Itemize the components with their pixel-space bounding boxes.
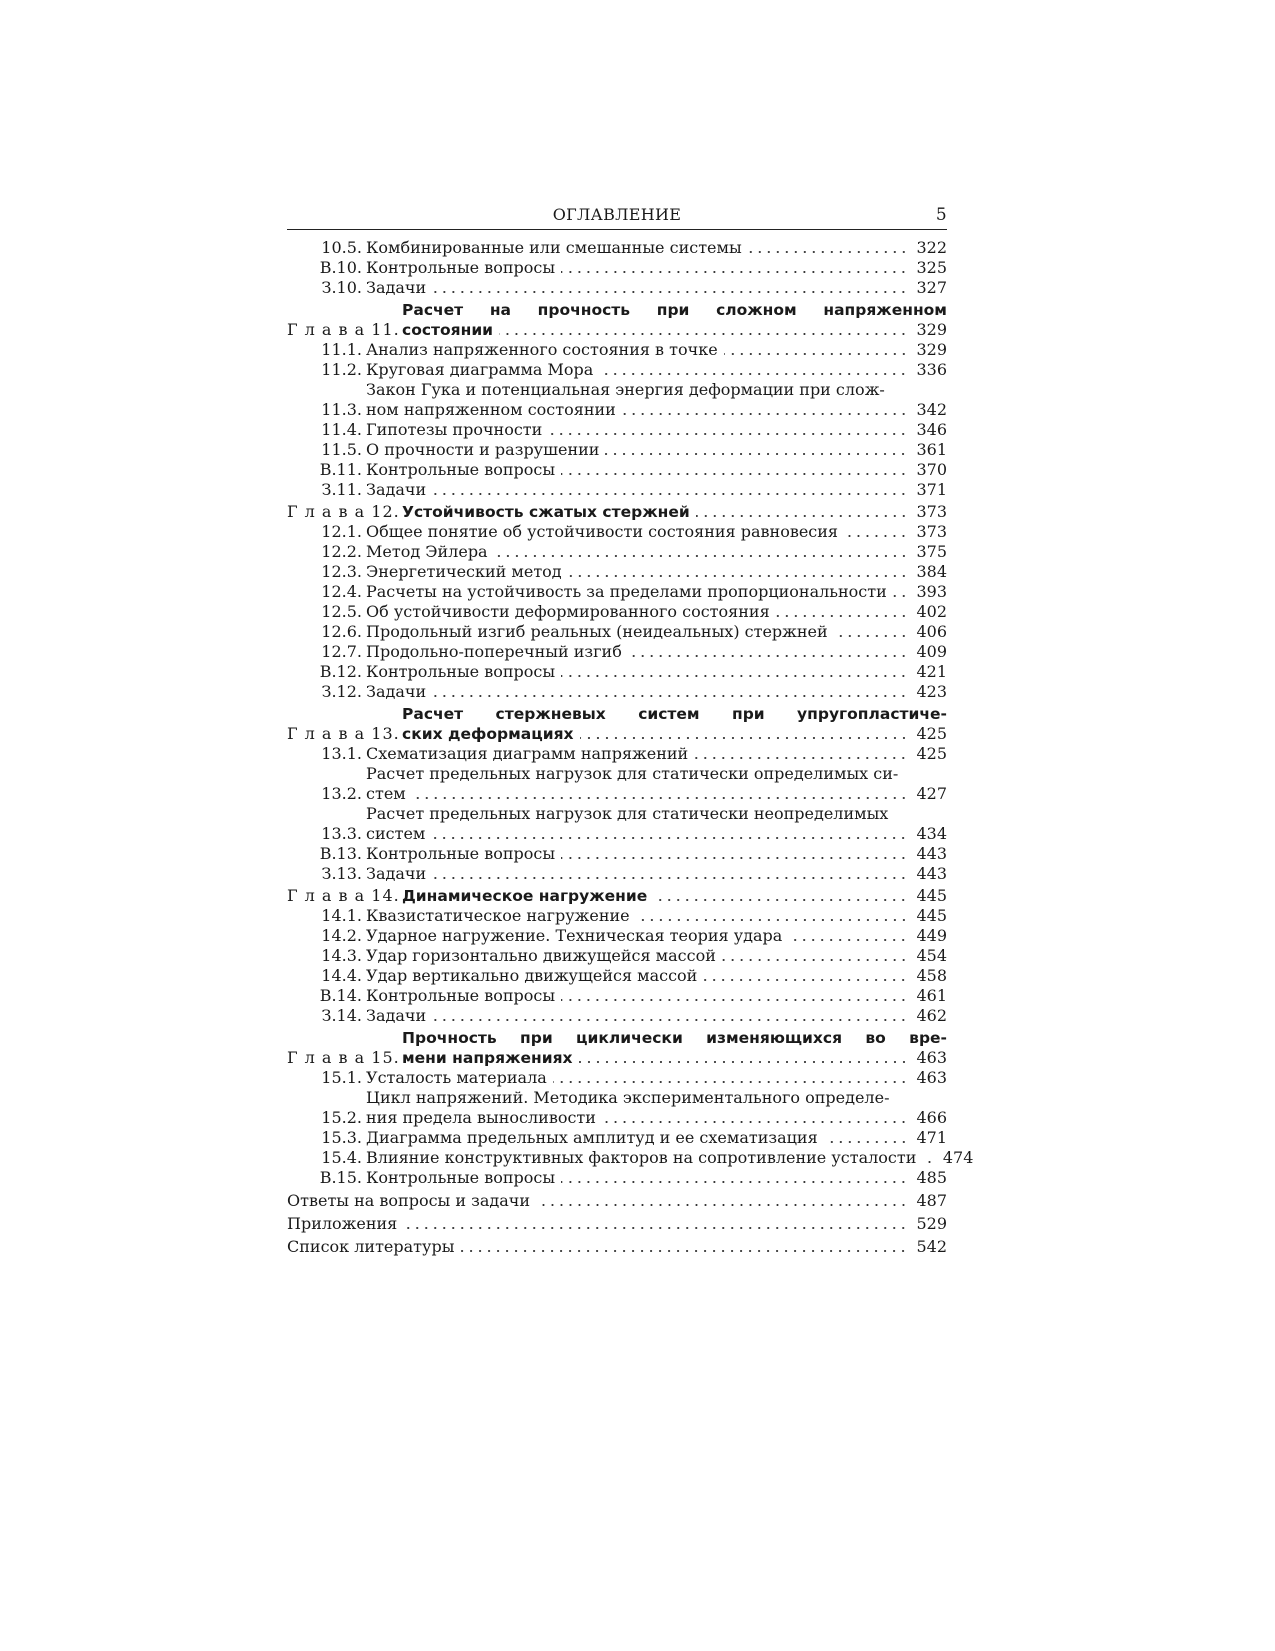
dot-leader <box>536 1204 908 1206</box>
toc-entry-number: 11.5. <box>321 440 362 459</box>
toc-page-number: 402 <box>916 602 947 621</box>
toc-entry-body <box>366 602 947 622</box>
toc-entry-number: В.12. <box>319 662 362 681</box>
toc-entry-body <box>366 522 947 542</box>
toc-entry-body <box>366 966 947 986</box>
toc-entry-number: 14.4. <box>321 966 362 985</box>
toc-entry-number: 15.1. <box>321 1068 362 1087</box>
toc-entry[interactable] <box>287 906 947 926</box>
toc-entry-body <box>366 238 947 258</box>
toc-entry-number: З.13. <box>321 864 362 883</box>
toc-entry-body <box>366 926 947 946</box>
toc-entry-title: Контрольные вопросы <box>366 460 556 479</box>
toc-entry-title: О прочности и разрушении <box>366 440 600 459</box>
toc-entry-title: Задачи <box>366 682 427 701</box>
toc-entry-number: 14.1. <box>321 906 362 925</box>
toc-page-number: 384 <box>916 562 947 581</box>
toc-entry-title: Задачи <box>366 1006 427 1025</box>
toc-entry[interactable] <box>287 1068 947 1088</box>
toc-entry-body <box>366 1068 947 1088</box>
toc-entry-body <box>287 1191 947 1211</box>
toc-entry-body <box>366 582 947 602</box>
dot-leader <box>432 291 908 293</box>
toc-entry-number: Г л а в а 12. <box>287 502 400 521</box>
dot-leader <box>628 655 908 657</box>
toc-entry-body <box>366 258 947 278</box>
toc-entry-title: состоянии <box>402 321 494 339</box>
page-number: 5 <box>935 205 947 225</box>
dot-leader <box>788 939 908 941</box>
toc-entry-title: Расчет на прочность при сложном напряженном <box>402 301 947 319</box>
toc-entry-title: Комбинированные или смешанные системы <box>366 238 742 257</box>
toc-entry-title: Общее понятие об устойчивости состояния равновесия <box>366 522 839 541</box>
toc-entry-number: З.10. <box>321 278 362 297</box>
toc-entry-body <box>366 562 947 582</box>
toc-page-number: 327 <box>916 278 947 297</box>
toc-chapter-entry[interactable] <box>287 300 947 340</box>
dot-leader <box>460 1250 908 1252</box>
dot-leader <box>494 555 908 557</box>
toc-entry-body <box>366 480 947 500</box>
toc-entry-body <box>366 1006 947 1026</box>
toc-page-number: 445 <box>916 886 947 905</box>
dot-leader <box>553 1081 908 1083</box>
dot-leader <box>622 413 908 415</box>
dot-leader <box>834 635 908 637</box>
toc-entry-title: Удар горизонтально движущейся массой <box>366 946 716 965</box>
toc-page-number: 325 <box>916 258 947 277</box>
toc-entry-body <box>287 1214 947 1234</box>
dot-leader <box>403 1227 908 1229</box>
toc-entry-number: В.15. <box>319 1168 362 1187</box>
toc-entry-number: Г л а в а 14. <box>287 886 400 905</box>
toc-entry-number: 13.2. <box>321 784 362 803</box>
toc-entry[interactable] <box>287 380 947 420</box>
toc-entry-title: Контрольные вопросы <box>366 258 556 277</box>
toc-page-number: 361 <box>916 440 947 459</box>
toc-entry[interactable] <box>287 1088 947 1128</box>
toc-page-number: 322 <box>916 238 947 257</box>
dot-leader <box>696 515 908 517</box>
toc-entry[interactable] <box>287 682 947 702</box>
dot-leader <box>653 899 908 901</box>
toc-entry-body <box>366 804 947 844</box>
toc-entry-title: Схематизация диаграмм напряжений <box>366 744 689 763</box>
dot-leader <box>844 535 908 537</box>
toc-entry-body <box>366 380 947 420</box>
toc-entry-number: В.11. <box>319 460 362 479</box>
toc-page-number: 342 <box>916 400 947 419</box>
toc-page-number: 373 <box>916 502 947 521</box>
toc-entry-body <box>366 360 947 380</box>
running-title: ОГЛАВЛЕНИЕ <box>552 205 682 224</box>
dot-leader <box>432 1019 908 1021</box>
toc-entry[interactable] <box>287 986 947 1006</box>
toc-entry-number: Г л а в а 15. <box>287 1048 400 1067</box>
toc-entry-body <box>287 1237 947 1257</box>
toc-entry-title: Закон Гука и потенциальная энергия деформации при слож- <box>366 380 885 399</box>
toc-entry-number: В.10. <box>319 258 362 277</box>
toc-page-number: 329 <box>916 340 947 359</box>
toc-entry-title: Расчет стержневых систем при упругопластиче- <box>402 705 947 723</box>
toc-entry-title: Анализ напряженного состояния в точке <box>366 340 718 359</box>
dot-leader <box>568 575 908 577</box>
toc-entry[interactable] <box>287 460 947 480</box>
toc-page-number: 371 <box>916 480 947 499</box>
running-header <box>287 205 947 230</box>
toc-entry-number: 11.3. <box>321 400 362 419</box>
toc-entry[interactable] <box>287 542 947 562</box>
page <box>287 205 974 1257</box>
toc-page-number: 463 <box>916 1048 947 1067</box>
toc-page-number: 406 <box>916 622 947 641</box>
toc-entry-number: В.14. <box>319 986 362 1005</box>
toc-page-number: 346 <box>916 420 947 439</box>
toc-entry-title: Устойчивость сжатых стержней <box>402 503 690 521</box>
toc-entry-body <box>402 300 947 340</box>
toc-entry-number: 11.2. <box>321 360 362 379</box>
toc-page-number: 445 <box>916 906 947 925</box>
toc-entry-title: Ударное нагружение. Техническая теория удара <box>366 926 783 945</box>
toc-entry-number: 15.4. <box>321 1148 362 1167</box>
toc-entry[interactable] <box>287 480 947 500</box>
toc-page-number: 370 <box>916 460 947 479</box>
toc-page-number: 443 <box>916 864 947 883</box>
toc-page-number: 474 <box>942 1148 974 1167</box>
toc-page-number: 463 <box>916 1068 947 1087</box>
toc-page-number: 449 <box>916 926 947 945</box>
toc-entry-number: 11.1. <box>321 340 362 359</box>
toc-entry[interactable] <box>287 522 947 542</box>
toc-entry-number: 13.3. <box>321 824 362 843</box>
toc-entry-body <box>402 502 947 522</box>
toc-page-number: 373 <box>916 522 947 541</box>
toc-entry-title: Гипотезы прочности <box>366 420 543 439</box>
toc-entry[interactable] <box>287 804 947 844</box>
toc-page-number: 461 <box>916 986 947 1005</box>
toc-entry[interactable] <box>287 602 947 622</box>
toc-entry[interactable] <box>287 360 947 380</box>
toc-chapter-entry[interactable] <box>287 502 947 522</box>
dot-leader <box>561 999 908 1001</box>
toc-entry-body <box>366 682 947 702</box>
toc-entry[interactable] <box>287 1128 947 1148</box>
table-of-contents <box>287 238 974 1257</box>
toc-entry-number: 15.3. <box>321 1128 362 1147</box>
toc-entry-title: Цикл напряжений. Методика экспериментального определе- <box>366 1088 890 1107</box>
toc-entry-number: 12.1. <box>321 522 362 541</box>
toc-page-number: 434 <box>916 824 947 843</box>
toc-entry[interactable] <box>287 844 947 864</box>
toc-entry[interactable] <box>287 1168 947 1188</box>
toc-entry-title: Список литературы <box>287 1237 455 1256</box>
toc-chapter-entry[interactable] <box>287 886 947 906</box>
toc-entry-body <box>366 440 947 460</box>
toc-page-number: 427 <box>916 784 947 803</box>
toc-entry-number: Г л а в а 13. <box>287 724 400 743</box>
toc-entry-number: 12.4. <box>321 582 362 601</box>
toc-entry-body <box>366 642 947 662</box>
toc-page-number: 462 <box>916 1006 947 1025</box>
toc-entry-title: Продольно-поперечный изгиб <box>366 642 622 661</box>
dot-leader <box>722 959 908 961</box>
toc-entry[interactable] <box>287 278 947 298</box>
dot-leader <box>561 857 908 859</box>
dot-leader <box>694 757 908 759</box>
toc-entry-title: Усталость материала <box>366 1068 547 1087</box>
toc-entry[interactable] <box>287 1148 974 1168</box>
toc-page-number: 454 <box>916 946 947 965</box>
toc-entry[interactable] <box>287 1006 947 1026</box>
toc-page-number: 466 <box>916 1108 947 1127</box>
toc-entry-title: ских деформациях <box>402 725 574 743</box>
toc-entry[interactable] <box>287 662 947 682</box>
toc-entry-title: мени напряжениях <box>402 1049 573 1067</box>
toc-page-number: 329 <box>916 320 947 339</box>
toc-entry-title: Круговая диаграмма Мора <box>366 360 594 379</box>
toc-chapter-entry[interactable] <box>287 704 947 744</box>
dot-leader <box>580 737 908 739</box>
toc-entry-body <box>366 1148 974 1168</box>
toc-entry-title: Приложения <box>287 1214 398 1233</box>
dot-leader <box>548 433 908 435</box>
dot-leader <box>703 979 908 981</box>
toc-entry-title: Расчеты на устойчивость за пределами пропорциональности <box>366 582 887 601</box>
dot-leader <box>412 797 908 799</box>
toc-entry[interactable] <box>287 926 947 946</box>
toc-entry-title: Контрольные вопросы <box>366 844 556 863</box>
toc-entry-title: Задачи <box>366 864 427 883</box>
toc-entry[interactable] <box>287 238 947 258</box>
toc-page-number: 458 <box>916 966 947 985</box>
toc-entry-title: Об устойчивости деформированного состояния <box>366 602 770 621</box>
toc-entry-body <box>366 420 947 440</box>
toc-entry-body <box>366 1128 947 1148</box>
toc-entry-number: 15.2. <box>321 1108 362 1127</box>
toc-entry-title: Энергетический метод <box>366 562 562 581</box>
toc-page-number: 409 <box>916 642 947 661</box>
toc-entry-title: стем <box>366 784 406 803</box>
toc-entry-title: Контрольные вопросы <box>366 1168 556 1187</box>
toc-page-number: 425 <box>916 744 947 763</box>
toc-entry[interactable] <box>287 258 947 278</box>
dot-leader <box>561 271 908 273</box>
toc-entry[interactable] <box>287 340 947 360</box>
toc-entry-number: 14.3. <box>321 946 362 965</box>
dot-leader <box>724 353 908 355</box>
toc-entry-title: Квазистатическое нагружение <box>366 906 630 925</box>
toc-entry-body <box>366 946 947 966</box>
toc-entry-body <box>366 622 947 642</box>
toc-page-number: 529 <box>916 1214 947 1233</box>
dot-leader <box>776 615 908 617</box>
dot-leader <box>432 493 908 495</box>
toc-entry[interactable] <box>287 562 947 582</box>
toc-page-number: 336 <box>916 360 947 379</box>
toc-entry[interactable] <box>287 1214 947 1234</box>
toc-entry-title: Удар вертикально движущейся массой <box>366 966 698 985</box>
toc-entry-number: 12.6. <box>321 622 362 641</box>
toc-entry-body <box>366 1088 947 1128</box>
toc-page-number: 375 <box>916 542 947 561</box>
toc-entry[interactable] <box>287 582 947 602</box>
toc-entry-number: 14.2. <box>321 926 362 945</box>
toc-page-number: 421 <box>916 662 947 681</box>
toc-entry-number: З.14. <box>321 1006 362 1025</box>
dot-leader <box>431 837 908 839</box>
toc-entry[interactable] <box>287 1191 947 1211</box>
dot-leader <box>893 595 908 597</box>
dot-leader <box>824 1141 908 1143</box>
dot-leader <box>561 1181 908 1183</box>
toc-entry-body <box>366 764 947 804</box>
toc-page-number: 487 <box>916 1191 947 1210</box>
toc-entry-title: Диаграмма предельных амплитуд и ее схематизация <box>366 1128 818 1147</box>
toc-entry-title: ния предела выносливости <box>366 1108 596 1127</box>
toc-entry[interactable] <box>287 1237 947 1257</box>
toc-entry-title: Задачи <box>366 480 427 499</box>
dot-leader <box>432 695 908 697</box>
toc-entry-number: 12.7. <box>321 642 362 661</box>
toc-page-number: 423 <box>916 682 947 701</box>
toc-entry-title: Ответы на вопросы и задачи <box>287 1191 531 1210</box>
toc-entry-body <box>366 662 947 682</box>
toc-entry-number: З.11. <box>321 480 362 499</box>
toc-entry-number: 12.5. <box>321 602 362 621</box>
toc-entry-body <box>402 1028 947 1068</box>
toc-entry-number: 12.2. <box>321 542 362 561</box>
toc-page-number: 542 <box>916 1237 947 1256</box>
toc-entry-body <box>366 744 947 764</box>
toc-entry-title: ном напряженном состоянии <box>366 400 616 419</box>
toc-entry[interactable] <box>287 420 947 440</box>
toc-entry-title: Динамическое нагружение <box>402 887 648 905</box>
toc-entry-title: Контрольные вопросы <box>366 986 556 1005</box>
dot-leader <box>748 251 908 253</box>
toc-entry-body <box>366 986 947 1006</box>
dot-leader <box>922 1161 934 1163</box>
dot-leader <box>605 453 908 455</box>
toc-entry-number: З.12. <box>321 682 362 701</box>
toc-entry-body <box>366 864 947 884</box>
toc-page-number: 425 <box>916 724 947 743</box>
toc-entry-number: Г л а в а 11. <box>287 320 400 339</box>
toc-chapter-entry[interactable] <box>287 1028 947 1068</box>
toc-entry-body <box>366 1168 947 1188</box>
toc-entry-number: 13.1. <box>321 744 362 763</box>
toc-entry-title: Расчет предельных нагрузок для статически неопределимых <box>366 804 889 823</box>
toc-entry-title: Прочность при циклически изменяющихся во вре- <box>402 1029 947 1047</box>
toc-entry-body <box>366 542 947 562</box>
toc-entry-body <box>366 340 947 360</box>
toc-page-number: 485 <box>916 1168 947 1187</box>
dot-leader <box>561 675 908 677</box>
toc-entry[interactable] <box>287 622 947 642</box>
toc-page-number: 443 <box>916 844 947 863</box>
toc-entry-title: Продольный изгиб реальных (неидеальных) стержней <box>366 622 828 641</box>
toc-entry-number: 10.5. <box>321 238 362 257</box>
toc-entry-title: Контрольные вопросы <box>366 662 556 681</box>
toc-entry-body <box>366 844 947 864</box>
toc-entry-body <box>366 906 947 926</box>
toc-entry-number: В.13. <box>319 844 362 863</box>
toc-entry-title: Влияние конструктивных факторов на сопротивление усталости <box>366 1148 917 1167</box>
toc-entry-body <box>366 460 947 480</box>
dot-leader <box>599 373 908 375</box>
toc-entry-body <box>402 704 947 744</box>
toc-entry-title: Метод Эйлера <box>366 542 488 561</box>
dot-leader <box>561 473 908 475</box>
toc-entry-title: Задачи <box>366 278 427 297</box>
toc-page-number: 393 <box>916 582 947 601</box>
toc-entry-number: 11.4. <box>321 420 362 439</box>
toc-entry-number: 12.3. <box>321 562 362 581</box>
toc-entry-title: систем <box>366 824 426 843</box>
dot-leader <box>432 877 908 879</box>
dot-leader <box>499 333 908 335</box>
toc-entry[interactable] <box>287 744 947 764</box>
toc-entry-title: Расчет предельных нагрузок для статически определимых си- <box>366 764 899 783</box>
toc-entry[interactable] <box>287 440 947 460</box>
toc-page-number: 471 <box>916 1128 947 1147</box>
dot-leader <box>579 1061 908 1063</box>
toc-entry[interactable] <box>287 864 947 884</box>
toc-entry[interactable] <box>287 966 947 986</box>
toc-entry[interactable] <box>287 946 947 966</box>
dot-leader <box>602 1121 908 1123</box>
toc-entry[interactable] <box>287 764 947 804</box>
toc-entry-body <box>402 886 947 906</box>
toc-entry[interactable] <box>287 642 947 662</box>
toc-entry-body <box>366 278 947 298</box>
dot-leader <box>636 919 908 921</box>
